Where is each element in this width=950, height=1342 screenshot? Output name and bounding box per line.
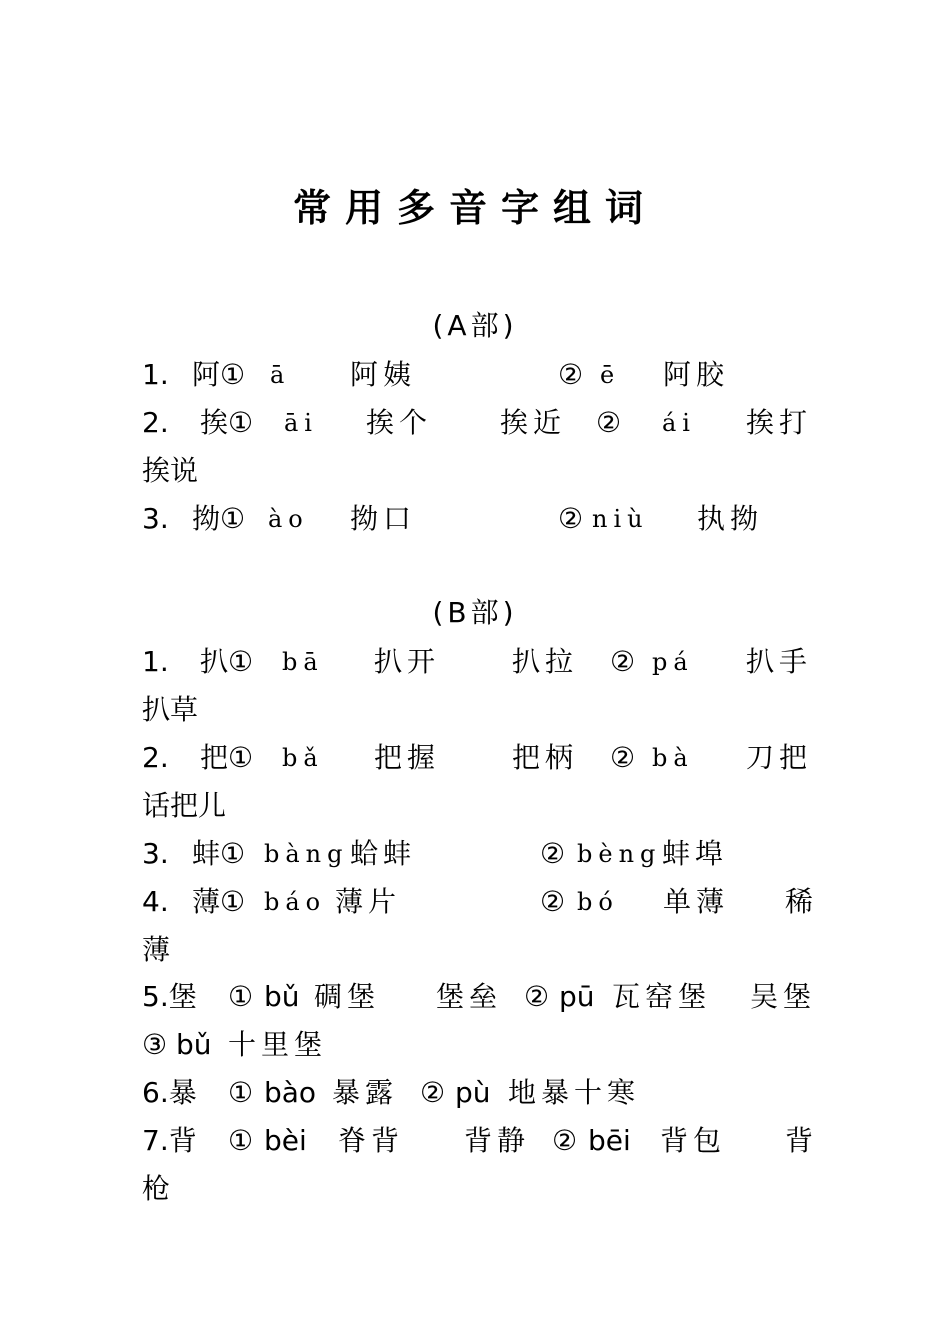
pinyin: bèi — [264, 1124, 307, 1157]
word: 蚌埠 — [662, 837, 729, 870]
entry-char: 扒① — [200, 645, 254, 678]
pinyin: bà — [652, 744, 694, 772]
pinyin: pū — [559, 980, 595, 1013]
pinyin: bó — [577, 888, 619, 916]
reading-marker: ③ — [142, 1028, 168, 1061]
word: 话把儿 — [142, 789, 227, 822]
pinyin: pù — [455, 1076, 491, 1109]
pinyin: bào — [264, 1076, 317, 1109]
pinyin: bèng — [577, 840, 662, 868]
pinyin: bǔ — [264, 980, 300, 1013]
entry-char: 拗① — [192, 502, 246, 535]
word: 挨个 — [366, 406, 433, 439]
word: 堡垒 — [436, 980, 503, 1013]
word: 阿姨 — [350, 358, 417, 391]
word: 薄 — [142, 933, 171, 966]
entry-number: 6.暴 — [142, 1076, 197, 1109]
word: 扒草 — [142, 693, 199, 726]
section-b-heading: (B部) — [432, 596, 518, 629]
pinyin: ào — [268, 505, 309, 533]
word: 蛤蚌 — [350, 837, 417, 870]
pinyin: bǎ — [282, 744, 324, 772]
word: 暴露 — [332, 1076, 399, 1109]
word: 稀 — [785, 885, 814, 918]
pinyin: báo — [264, 888, 327, 916]
pinyin: ē — [600, 361, 621, 389]
entry-char: 阿① — [192, 358, 246, 391]
reading-marker: ② — [540, 837, 566, 870]
word: 扒开 — [374, 645, 441, 678]
reading-marker: ② — [540, 885, 566, 918]
reading-marker: ① — [228, 1124, 254, 1157]
reading-marker: ② — [552, 1124, 578, 1157]
pinyin: bā — [282, 648, 324, 676]
word: 刀把 — [746, 741, 813, 774]
reading-marker: ② — [610, 741, 636, 774]
entry-number: 3. — [142, 837, 169, 870]
reading-marker: ② — [524, 980, 550, 1013]
section-a-heading: (A部) — [432, 309, 518, 342]
entry-number: 5.堡 — [142, 980, 197, 1013]
entry-number: 2. — [142, 741, 169, 774]
word: 十里堡 — [228, 1028, 328, 1061]
entry-char: 蚌① — [192, 837, 246, 870]
word: 挨近 — [500, 406, 567, 439]
reading-marker: ① — [228, 980, 254, 1013]
word: 执拗 — [697, 502, 764, 535]
entry-char: 薄① — [192, 885, 246, 918]
word: 把握 — [374, 741, 441, 774]
word: 薄片 — [335, 885, 402, 918]
pinyin: pá — [652, 648, 694, 676]
word: 挨说 — [142, 454, 199, 487]
entry-char: 把① — [200, 741, 254, 774]
word: 背静 — [464, 1124, 531, 1157]
reading-marker: ② — [596, 406, 622, 439]
entry-number: 3. — [142, 502, 169, 535]
word: 把柄 — [512, 741, 579, 774]
entry-number: 1. — [142, 358, 169, 391]
word: 扒拉 — [512, 645, 579, 678]
reading-marker: ② — [610, 645, 636, 678]
reading-marker: ② — [558, 358, 584, 391]
reading-marker: ② — [420, 1076, 446, 1109]
word: 背 — [785, 1124, 814, 1157]
reading-marker: ② — [558, 502, 584, 535]
pinyin: bēi — [588, 1124, 631, 1157]
pinyin: niù — [592, 505, 649, 533]
word: 挨打 — [746, 406, 813, 439]
reading-marker: ① — [228, 1076, 254, 1109]
word: 瓦窑堡 — [612, 980, 712, 1013]
word: 碉堡 — [314, 980, 381, 1013]
word: 阿胶 — [663, 358, 730, 391]
entry-number: 7.背 — [142, 1124, 197, 1157]
entry-number: 4. — [142, 885, 169, 918]
pinyin: bàng — [264, 840, 349, 868]
word: 脊背 — [338, 1124, 405, 1157]
entry-char: 挨① — [200, 406, 254, 439]
word: 枪 — [142, 1172, 171, 1205]
pinyin: ái — [662, 409, 696, 437]
word: 单薄 — [663, 885, 730, 918]
word: 吴堡 — [750, 980, 817, 1013]
entry-number: 1. — [142, 645, 169, 678]
entry-number: 2. — [142, 406, 169, 439]
page-title: 常用多音字组词 — [292, 186, 657, 230]
word: 背包 — [660, 1124, 727, 1157]
pinyin: āi — [284, 409, 318, 437]
word: 拗口 — [350, 502, 417, 535]
pinyin: bǔ — [176, 1028, 212, 1061]
pinyin: ā — [270, 361, 291, 389]
word: 扒手 — [746, 645, 813, 678]
word: 地暴十寒 — [508, 1076, 641, 1109]
